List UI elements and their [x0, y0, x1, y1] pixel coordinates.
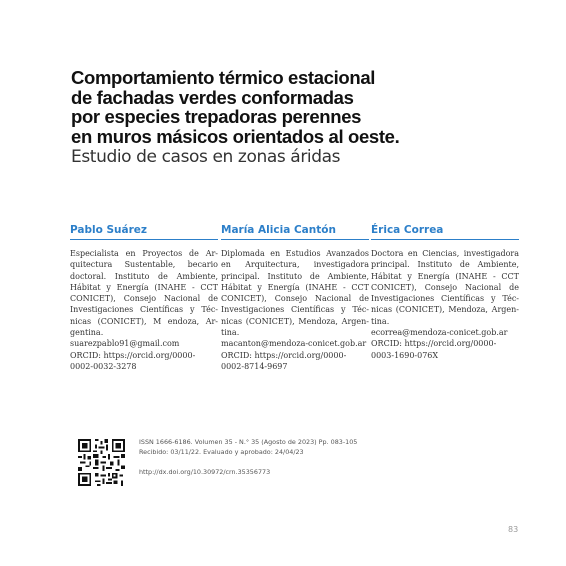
author-card-1	[70, 224, 218, 372]
article-title-block	[71, 68, 491, 168]
author-bio: Diplomada en Estudios Avanzados en Arquitectura, investigadora principal. Instituto de Ambiente, Hábitat y Energía (INAHE - CCT CONICET), Consejo Nacional de Investigaciones Científicas y Técnicas (CONICET), Mendoza, Argentina.	[221, 249, 369, 338]
title-line-4: en muros másicos orientados al oeste.	[71, 125, 400, 147]
author-orcid[interactable]: ORCID: https://orcid.org/0000-	[221, 350, 347, 360]
author-name: Érica Correa	[371, 224, 519, 240]
author-name: María Alicia Cantón	[221, 224, 369, 240]
issn-line: ISSN 1666-6186. Volumen 35 - N.° 35 (Agosto de 2023) Pp. 083-105	[139, 438, 358, 446]
author-orcid[interactable]: ORCID: https://orcid.org/0000-	[371, 339, 497, 349]
author-card-2	[221, 224, 369, 372]
title-line-1: Comportamiento térmico estacional	[71, 67, 376, 88]
author-email[interactable]: macanton@mendoza-conicet.gob.ar	[221, 339, 367, 349]
author-orcid-id[interactable]: 0002-0032-3278	[70, 361, 137, 371]
dates-line: Recibido: 03/11/22. Evaluado y aprobado: 24/04/23	[139, 448, 304, 456]
page-number: 83	[508, 525, 519, 534]
publication-metadata	[139, 437, 357, 477]
author-orcid-id[interactable]: 0002-8714-9697	[221, 361, 288, 371]
author-email[interactable]: ecorrea@mendoza-conicet.gob.ar	[371, 328, 508, 338]
author-card-3	[371, 224, 519, 361]
author-orcid-id[interactable]: 0003-1690-076X	[371, 350, 439, 360]
author-orcid[interactable]: ORCID: https://orcid.org/0000-	[70, 350, 196, 360]
author-email[interactable]: suarezpablo91@gmail.com	[70, 339, 180, 349]
article-subtitle: Estudio de casos en zonas áridas	[71, 147, 341, 167]
author-bio: Especialista en Proyectos de Arquitectura Sustentable, becario doctoral. Instituto de Ambiente, Hábitat y Energía (INAHE - CCT CONICET), Consejo Nacional de Investigaciones Científicas y Técnicas (CONICET), M endoza, Argentina.	[70, 249, 218, 338]
doi-link[interactable]: http://dx.doi.org/10.30972/crn.35356773	[139, 468, 271, 476]
qr-code-icon[interactable]	[78, 439, 125, 486]
title-line-2: de fachadas verdes conformadas	[71, 86, 354, 108]
author-bio: Doctora en Ciencias, investigadora principal. Instituto de Ambiente, Hábitat y Energía (INAHE - CCT CONICET), Consejo Nacional de Investigaciones Científicas y Técnicas (CONICET), Mendoza, Argentina.	[371, 249, 519, 326]
author-name: Pablo Suárez	[70, 224, 218, 240]
title-line-3: por especies trepadoras perennes	[71, 106, 362, 127]
